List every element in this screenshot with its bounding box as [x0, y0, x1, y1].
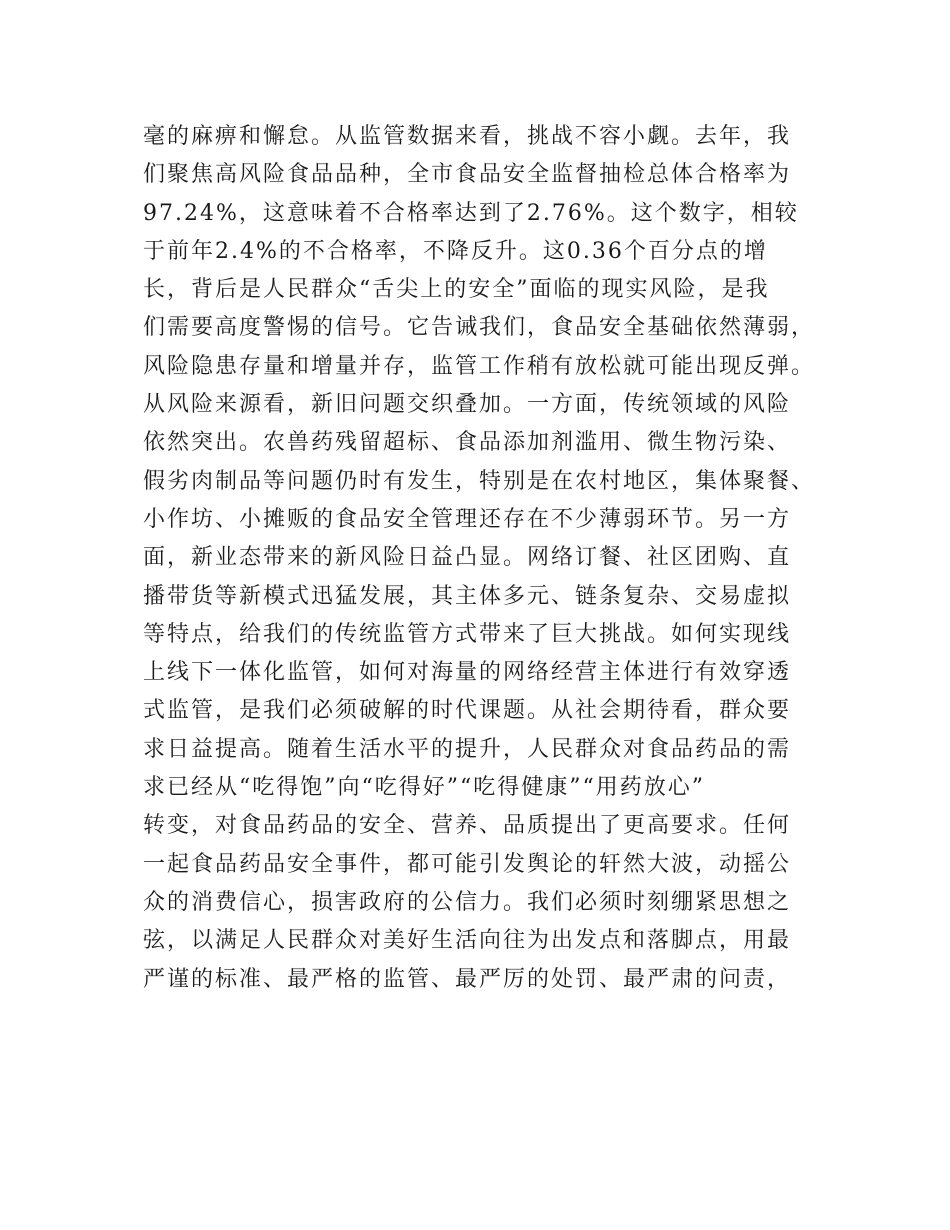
text-line: 求日益提高。随着生活水平的提升，人民群众对食品药品的需 [143, 736, 792, 762]
text-line: 们需要高度警惕的信号。它告诫我们，食品安全基础依然薄弱， [143, 315, 816, 341]
text-line: 假劣肉制品等问题仍时有发生，特别是在农村地区，集体聚餐、 [143, 468, 816, 494]
text-line: 严谨的标准、最严格的监管、最严厉的处罚、最严肃的问责， [143, 966, 792, 992]
text-line: 小作坊、小摊贩的食品安全管理还存在不少薄弱环节。另一方 [143, 506, 792, 532]
text-line: 们聚焦高风险食品品种，全市食品安全监督抽检总体合格率为 [143, 162, 792, 188]
text-line: 依然突出。农兽药残留超标、食品添加剂滥用、微生物污染、 [143, 430, 792, 456]
text-line: 风险隐患存量和增量并存，监管工作稍有放松就可能出现反弹。 [143, 353, 816, 379]
text-line: 转变，对食品药品的安全、营养、品质提出了更高要求。任何 [143, 813, 792, 839]
text-line: 播带货等新模式迅猛发展，其主体多元、链条复杂、交易虚拟 [143, 583, 792, 609]
text-line: 一起食品药品安全事件，都可能引发舆论的轩然大波，动摇公 [143, 851, 792, 877]
text-line: 等特点，给我们的传统监管方式带来了巨大挑战。如何实现线 [143, 621, 792, 647]
text-line: 式监管，是我们必须破解的时代课题。从社会期待看，群众要 [143, 698, 792, 724]
body-paragraph [143, 118, 823, 999]
text-line: 于前年2.4%的不合格率，不降反升。这0.36个百分点的增 [143, 238, 768, 264]
text-line: 从风险来源看，新旧问题交织叠加。一方面，传统领域的风险 [143, 392, 792, 418]
text-line: 长，背后是人民群众“舌尖上的安全”面临的现实风险，是我 [143, 277, 770, 303]
text-line: 求已经从“吃得饱”向“吃得好”“吃得健康”“用药放心” [143, 775, 705, 801]
text-line: 面，新业态带来的新风险日益凸显。网络订餐、社区团购、直 [143, 545, 792, 571]
text-line: 弦，以满足人民群众对美好生活向往为出发点和落脚点，用最 [143, 928, 792, 954]
text-line: 毫的麻痹和懈怠。从监管数据来看，挑战不容小觑。去年，我 [143, 124, 792, 149]
text-line: 上线下一体化监管，如何对海量的网络经营主体进行有效穿透 [143, 660, 792, 686]
text-line: 众的消费信心，损害政府的公信力。我们必须时刻绷紧思想之 [143, 889, 792, 915]
text-line: 97.24%，这意味着不合格率达到了2.76%。这个数字，相较 [143, 200, 799, 226]
